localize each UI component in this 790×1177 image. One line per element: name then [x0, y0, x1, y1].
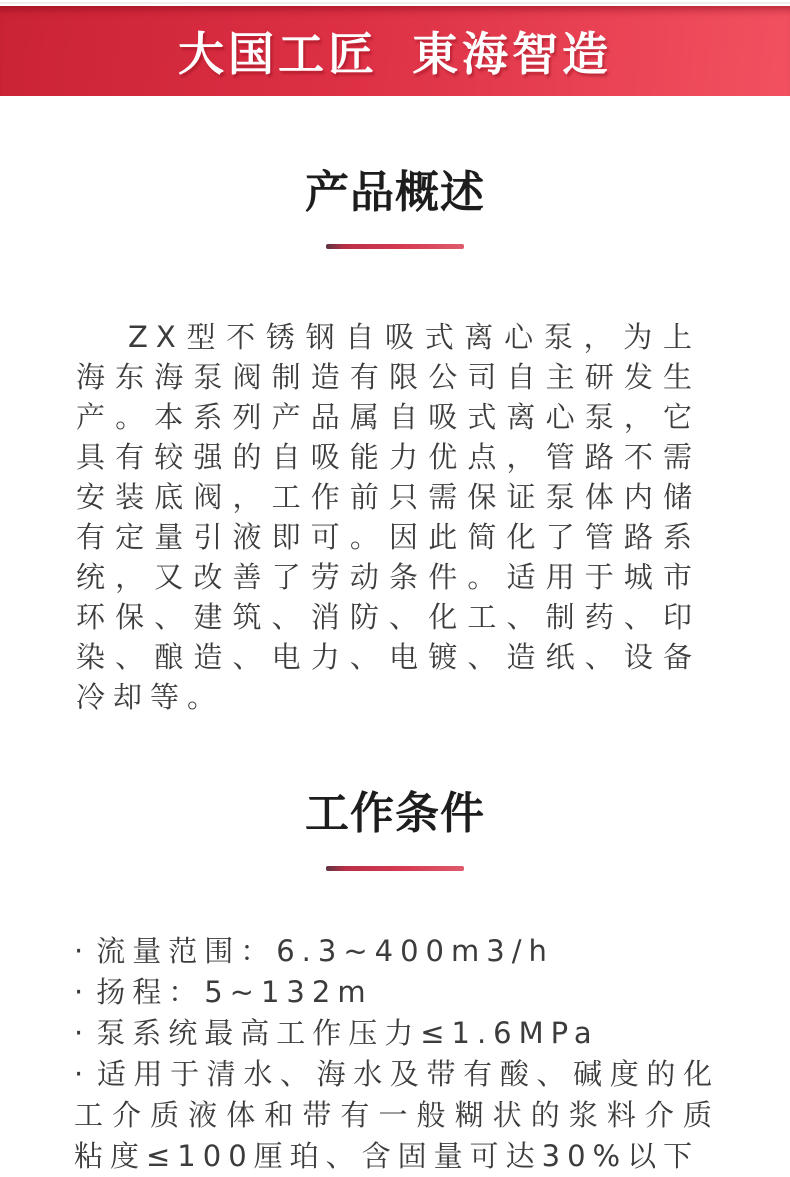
condition-item-max-pressure	[74, 1013, 719, 1054]
conditions-list	[74, 931, 719, 1177]
title-underline-decoration	[326, 244, 464, 249]
condition-item-flow-range	[74, 931, 719, 972]
bullet-dot-icon: ·	[74, 933, 91, 968]
section-title-overview: 产品概述	[305, 167, 485, 218]
condition-item-text: 适用于清水、海水及带有酸、碱度的化工介质液体和带有一般糊状的浆料介质粘度≤100厘珀、含固量可达30%以下	[74, 1056, 719, 1173]
page-top-divider	[0, 2, 790, 4]
brand-banner-title: 大国工匠 東海智造	[177, 27, 612, 81]
section-title-conditions: 工作条件	[305, 788, 485, 840]
condition-item-head	[74, 972, 719, 1013]
brand-banner	[0, 6, 790, 96]
condition-item-applicable-media	[74, 1054, 719, 1177]
product-overview-section	[0, 167, 790, 717]
bullet-dot-icon: ·	[74, 1015, 91, 1050]
condition-item-text: 流量范围：6.3~400m3/h	[96, 933, 554, 968]
bullet-dot-icon: ·	[74, 974, 91, 1009]
condition-item-text: 扬程：5~132m	[96, 974, 373, 1009]
condition-item-text: 泵系统最高工作压力≤1.6MPa	[96, 1015, 599, 1050]
title-underline-decoration	[326, 866, 464, 871]
working-conditions-section	[0, 788, 790, 1176]
bullet-dot-icon: ·	[74, 1056, 91, 1091]
product-overview-paragraph: ZX型不锈钢自吸式离心泵，为上海东海泵阀制造有限公司自主研发生产。本系列产品属自吸式离心泵，它具有较强的自吸能力优点，管路不需安装底阀，工作前只需保证泵体内储有定量引液即可。因此简化了管路系统，又改善了劳动条件。适用于城市环保、建筑、消防、化工、制药、印染、酿造、电力、电镀、造纸、设备冷却等。	[76, 320, 700, 715]
